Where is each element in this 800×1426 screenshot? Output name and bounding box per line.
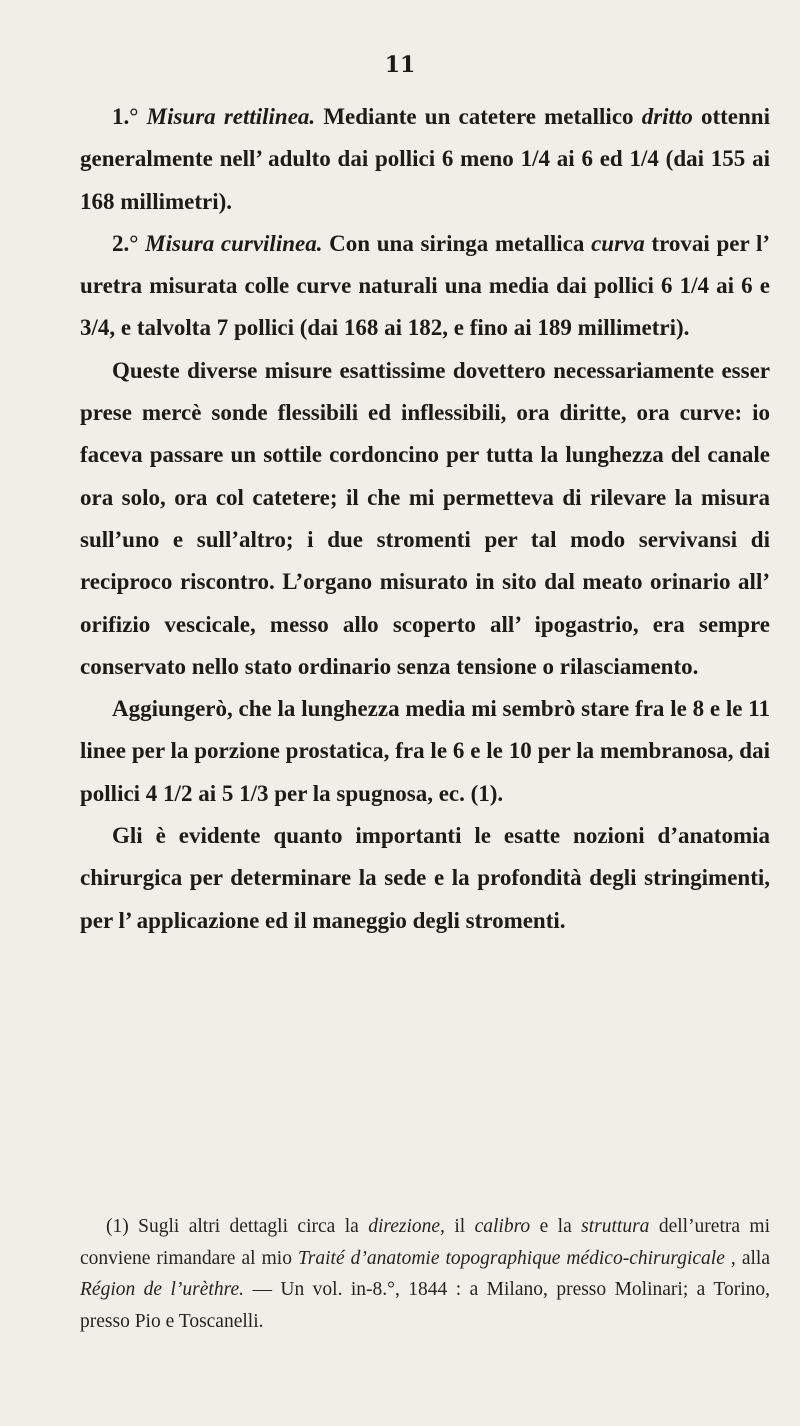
- paragraph-straight-measure: 1.° Misura rettilinea. Mediante un catetere metallico dritto ottenni generalmente nell’ adulto dai pollici 6 meno 1/4 ai 6 ed 1/4 (dai 155 ai 168 millimetri).: [80, 104, 770, 214]
- book-title: Région de l’urèthre.: [80, 1279, 244, 1300]
- footnote: (1) Sugli altri dettagli circa la direzione, il calibro e la struttura dell’uretra mi conviene rimandare al mio Traité d’anatomie topographique médico-chirurgicale , alla Région de l’urèthre. — Un vol. in-8.°, 1844 : a Milano, presso Molinari; a Torino, presso Pio e Toscanelli.: [80, 1216, 771, 1332]
- paragraph: Aggiungerò, che la lunghezza media mi sembrò stare fra le 8 e le 11 linee per la porzione prostatica, fra le 6 e le 10 per la membranosa, dai pollici 4 1/2 ai 5 1/3 per la spugnosa, ec. (1).: [80, 696, 770, 806]
- paragraph: Gli è evidente quanto importanti le esatte nozioni d’anatomia chirurgica per determinare la sede e la profondità degli stringimenti, per l’ applicazione ed il maneggio degli stromenti.: [80, 823, 770, 933]
- paragraph-curved-measure: 2.° Misura curvilinea. Con una siringa metallica curva trovai per l’ uretra misurata colle curve naturali una media dai pollici 6 1/4 ai 6 e 3/4, e talvolta 7 pollici (dai 168 ai 182, e fino ai 189 millimetri).: [80, 230, 771, 341]
- page-number: 11: [384, 52, 416, 78]
- section-title: Misura curvilinea.: [145, 230, 323, 256]
- section-title: Misura rettilinea.: [146, 104, 316, 129]
- main-text: [80, 96, 770, 942]
- paragraph: Queste diverse misure esattissime dovettero necessariamente esser prese mercè sonde flessibili ed inflessibili, ora diritte, ora curve: io faceva passare un sottile cordoncino per tutta la lunghezza del canale ora solo, ora col catetere; il che mi permetteva di rilevare la misura sull’uno e sull’altro; i due stromenti per tal modo servivansi di reciproco riscontro. L’organo misurato in sito dal meato orinario all’ orifizio vescicale, messo allo scoperto all’ ipogastrio, era sempre conservato nello stato ordinario senza tensione o rilasciamento.: [80, 357, 770, 679]
- book-title: Traité d’anatomie topographique médico-chirurgicale: [298, 1247, 725, 1269]
